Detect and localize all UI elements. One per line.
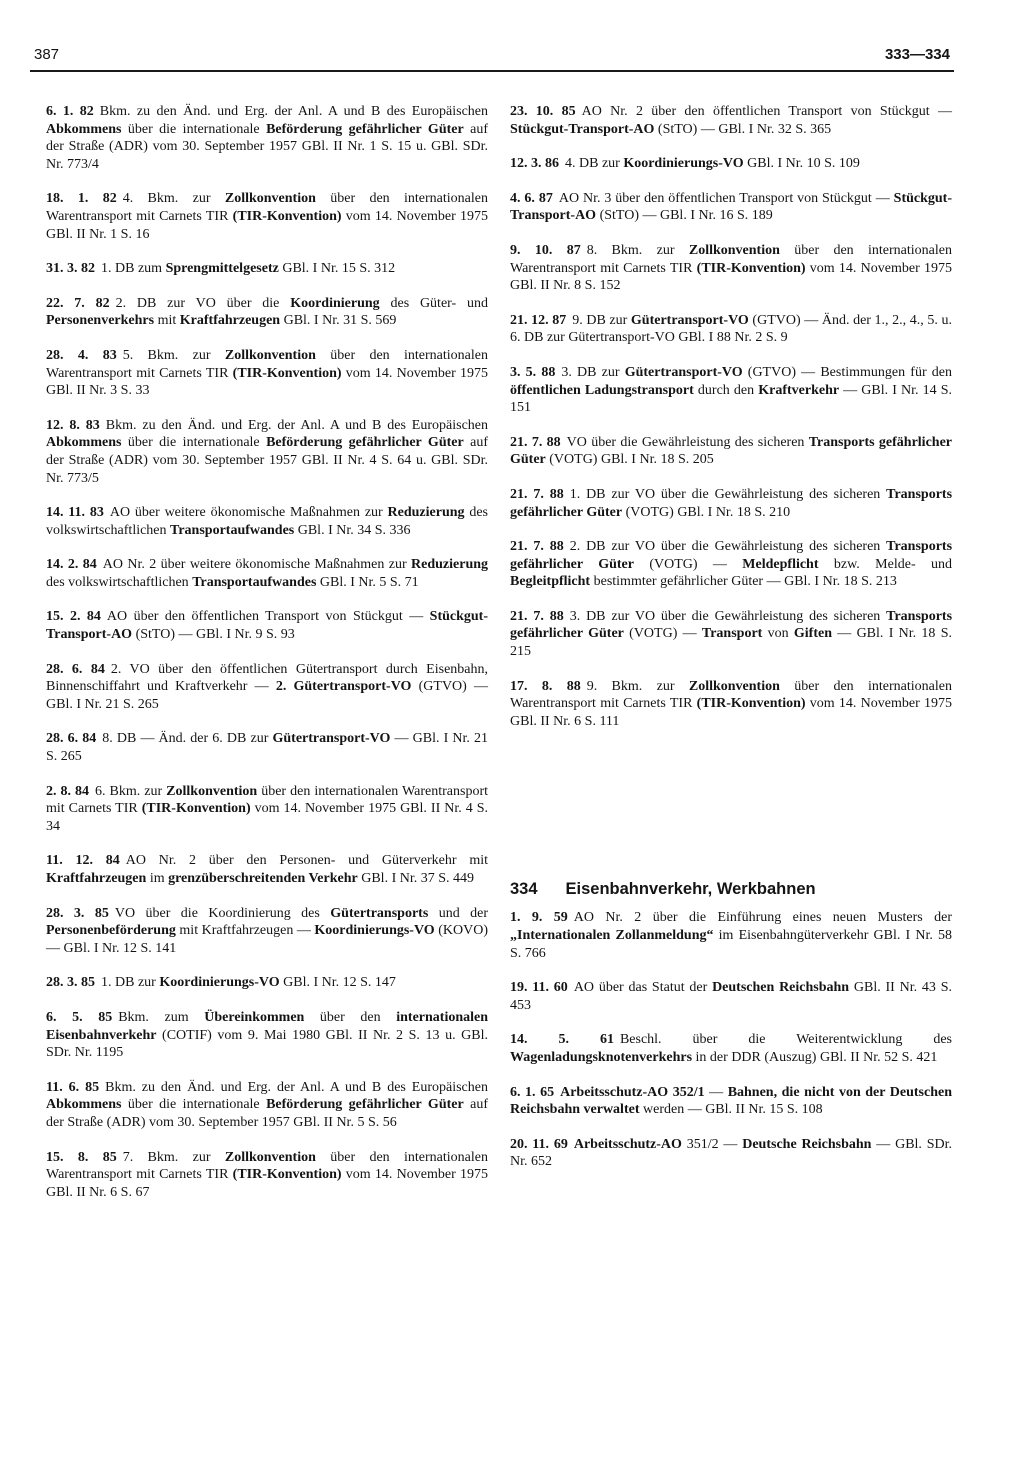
entry-text-run: 3. DB zur VO über die Gewährleistung des sicheren	[569, 608, 887, 624]
entry-text-run: GBl. II Nr. 43 S. 453	[510, 980, 952, 1013]
entry-date: 21. 7. 88	[510, 608, 564, 624]
right-column	[510, 103, 952, 1188]
right-column-entries	[510, 103, 952, 730]
entry-date: 21. 7. 88	[510, 434, 561, 450]
entry-text	[46, 505, 488, 538]
entry-text	[101, 261, 395, 276]
entry-text-run: im	[146, 871, 169, 886]
entry-keyword: Koordinierungs-VO	[314, 923, 435, 939]
entry-date: 22. 7. 82	[46, 295, 110, 311]
entry-text	[46, 609, 488, 642]
entry-keyword: Personenbeförderung	[46, 923, 176, 939]
entry-text-run: über die internationale	[121, 1097, 267, 1113]
entry-keyword: Meldepflicht	[742, 556, 819, 572]
entry-text-run: und der	[428, 905, 489, 921]
entry-date: 12. 8. 83	[46, 417, 100, 433]
entry-keyword: (TIR-Konvention)	[696, 696, 806, 712]
entry-text-run: vom 14. November 1975 GBl. II Nr. 4 S. 34	[46, 801, 488, 834]
entry-keyword: Koordinierungs-VO	[623, 156, 744, 172]
entry-keyword: Zollkonvention	[688, 242, 780, 258]
section-range: 333—334	[884, 46, 950, 63]
entry-text	[46, 731, 488, 764]
entry-keyword: Zollkonvention	[224, 1149, 316, 1165]
entry-date: 6. 1. 82	[46, 104, 94, 119]
entry-text-run: Bkm. zu den Änd. und Erg. der Anl. A und B des Europäischen	[105, 417, 489, 433]
entry-text-run: 7. Bkm. zur	[122, 1149, 225, 1165]
section-title: Eisenbahnverkehr, Werkbahnen	[565, 880, 816, 899]
entry-keyword: öffentlichen Ladungstransport	[510, 382, 694, 398]
entry-keyword: Stückgut-Transport-AO	[510, 121, 655, 137]
entry-keyword: (TIR-Konvention)	[232, 1167, 342, 1183]
entry-text	[510, 313, 952, 346]
legislation-entry	[46, 730, 488, 765]
entry-text-run: GBl. I Nr. 10 S. 109	[743, 156, 860, 172]
entry-keyword: Abkommens	[46, 435, 122, 451]
legislation-entry	[510, 434, 952, 469]
entry-date: 21. 7. 88	[510, 539, 564, 555]
entry-text-run: Bkm. zu den Änd. und Erg. der Anl. A und B des Europäischen	[105, 1079, 488, 1095]
entry-date: 28. 4. 83	[46, 347, 117, 363]
entry-date: 23. 10. 85	[510, 104, 576, 119]
entry-text-run: 6. Bkm. zur	[95, 783, 167, 799]
entry-keyword: Gütertransport-VO	[272, 731, 391, 747]
legislation-entry	[510, 486, 952, 521]
entry-keyword: Begleitpflicht	[510, 574, 591, 590]
entry-text-run: (GTVO) — GBl. I Nr. 21 S. 265	[46, 679, 488, 712]
entry-text-run: 8. DB — Änd. der 6. DB zur	[102, 731, 273, 747]
entry-text-run: (StTO) — GBl. I Nr. 16 S. 189	[596, 208, 773, 224]
entry-text-run: (VOTG) GBl. I Nr. 18 S. 210	[622, 504, 791, 520]
entry-text	[46, 662, 488, 712]
legislation-entry	[510, 979, 952, 1014]
entry-text-run: Beschl. über die Weiterentwicklung des	[619, 1032, 952, 1048]
entry-text-run: 5. Bkm. zur	[122, 347, 225, 363]
page-number: 387	[34, 46, 60, 63]
legislation-entry	[46, 783, 488, 836]
entry-date: 1. 9. 59	[510, 910, 568, 926]
entry-text-run: AO über den öffentlichen Transport von Stückgut —	[106, 609, 430, 625]
entry-text-run: von	[762, 626, 794, 642]
entry-text-run: werden — GBl. II Nr. 15 S. 108	[639, 1102, 823, 1118]
entry-text-run: 9. DB zur	[572, 312, 631, 328]
entry-keyword: Bahnen, die nicht von der Deutschen Reichsbahn verwaltet	[510, 1084, 952, 1118]
entry-text-run: über den internationalen Warentransport mit Carnets TIR	[46, 783, 488, 817]
entry-keyword: Abkommens	[46, 1097, 122, 1113]
entry-text	[510, 609, 952, 659]
entry-date: 6. 1. 65	[510, 1084, 555, 1100]
entry-text-run: in der DDR (Auszug) GBl. II Nr. 52 S. 421	[692, 1050, 938, 1065]
entry-text-run: (StTO) — GBl. I Nr. 32 S. 365	[654, 121, 832, 137]
entry-text-run: vom 14. November 1975 GBl. II Nr. 8 S. 152	[510, 260, 953, 294]
legislation-entry	[510, 678, 952, 731]
entry-keyword: Transportaufwandes	[192, 574, 317, 590]
entry-text-run: des volkswirtschaftlichen	[46, 505, 488, 538]
entry-keyword: internationalen Eisenbahnverkehr	[46, 1009, 489, 1043]
entry-text-run: durch den	[693, 382, 759, 398]
legislation-entry	[46, 905, 488, 958]
entry-keyword: Koordinierungs-VO	[159, 975, 280, 991]
entry-text-run: bestimmter gefährlicher Güter — GBl. I Nr. 18 S. 213	[590, 574, 897, 590]
entry-date: 6. 5. 85	[46, 1009, 113, 1025]
entry-keyword: Kraftverkehr	[758, 382, 840, 398]
entry-text-run: über den	[304, 1009, 397, 1025]
entry-text-run: — GBl. I Nr. 14 S. 151	[510, 382, 953, 416]
entry-text-run: über die internationale	[121, 121, 267, 137]
legislation-entry	[46, 661, 488, 714]
entry-keyword: Gütertransports	[330, 905, 429, 921]
entry-text-run: (GTVO) — Bestimmungen für den	[742, 364, 952, 380]
entry-text-run: auf der Straße (ADR) vom 30. September 1957 GBl. II Nr. 1 S. 15 u. GBl. SDr. Nr. 773/4	[46, 121, 488, 172]
legislation-entry	[510, 364, 952, 417]
entry-keyword: Stückgut-Transport-AO	[510, 190, 953, 224]
entry-date: 28. 3. 85	[46, 975, 95, 991]
entry-keyword: Abkommens	[46, 121, 122, 137]
entry-date: 3. 5. 88	[510, 364, 556, 380]
entry-text-run: (VOTG) —	[623, 626, 702, 642]
entry-text-run: (VOTG) GBl. I Nr. 18 S. 205	[545, 452, 714, 468]
entry-text	[46, 104, 488, 172]
entry-date: 15. 8. 85	[46, 1149, 117, 1165]
entry-keyword: Zollkonvention	[688, 678, 780, 694]
entry-date: 14. 11. 83	[46, 505, 104, 521]
entry-keyword: Übereinkommen	[204, 1009, 305, 1025]
entry-text	[510, 539, 952, 589]
entry-text-run: im Eisenbahngüterverkehr GBl. I Nr. 58 S. 766	[510, 928, 952, 961]
entry-keyword: Reduzierung	[411, 557, 489, 573]
entry-text-run: — GBl. I Nr. 18 S. 215	[510, 626, 952, 660]
entry-date: 17. 8. 88	[510, 678, 581, 694]
entry-text-run: 2. DB zur VO über die Gewährleistung des sicheren	[569, 539, 887, 555]
legislation-entry	[46, 417, 488, 487]
entry-text-run: 1. DB zur VO über die Gewährleistung des sicheren	[569, 486, 887, 502]
entry-text-run: über den internationalen Warentransport mit Carnets TIR	[510, 678, 952, 712]
entry-date: 9. 10. 87	[510, 242, 581, 258]
entry-date: 12. 3. 86	[510, 156, 559, 172]
entry-keyword: Giften	[793, 626, 833, 642]
entry-keyword: (TIR-Konvention)	[232, 365, 342, 381]
entry-keyword: Gütertransport-VO	[624, 364, 743, 380]
entry-keyword: Transports gefährlicher Güter	[510, 434, 952, 468]
left-column	[46, 103, 488, 1218]
entry-date: 31. 3. 82	[46, 261, 95, 277]
entry-text	[510, 191, 952, 224]
entry-text-run: über den internationalen Warentransport mit Carnets TIR	[46, 347, 488, 381]
entry-text-run: 1. DB zur	[101, 975, 160, 991]
entry-text-run: über den internationalen Warentransport mit Carnets TIR	[46, 191, 488, 224]
entry-text	[46, 418, 488, 486]
entry-text-run: auf der Straße (ADR) vom 30. September 1957 GBl. II Nr. 4 S. 64 u. GBl. SDr. Nr. 773/5	[46, 435, 488, 486]
entry-date: 14. 5. 61	[510, 1032, 614, 1048]
entry-text	[46, 1080, 488, 1130]
entry-text	[46, 906, 488, 956]
entry-text	[46, 296, 488, 329]
entry-text	[101, 975, 396, 990]
entry-text-run: Bkm. zu den Änd. und Erg. der Anl. A und B des Europäischen	[99, 104, 489, 119]
entry-keyword: (TIR-Konvention)	[141, 801, 251, 817]
entry-text-run: GBl. I Nr. 12 S. 147	[279, 975, 396, 991]
entry-keyword: Beförderung gefährlicher Güter	[266, 435, 464, 451]
legislation-entry	[510, 909, 952, 962]
entry-text-run: —	[704, 1084, 728, 1100]
entry-keyword: Transports gefährlicher Güter	[510, 608, 953, 642]
section-334-entries	[510, 909, 952, 1171]
entry-date: 28. 6. 84	[46, 661, 105, 677]
legislation-entry	[510, 190, 952, 225]
legislation-entry	[46, 190, 488, 243]
entry-keyword: Personenverkehrs	[46, 313, 155, 329]
entry-text-run: 4. Bkm. zur	[122, 191, 225, 207]
entry-text-run: 3. DB zur	[561, 364, 625, 380]
legislation-entry	[510, 242, 952, 295]
legislation-entry	[46, 556, 488, 591]
entry-text-run: (KOVO) — GBl. I Nr. 12 S. 141	[46, 923, 488, 956]
legislation-entry	[510, 312, 952, 347]
entry-text-run: vom 14. November 1975 GBl. II Nr. 1 S. 16	[46, 208, 489, 242]
entry-text	[565, 156, 860, 171]
legislation-entry	[510, 155, 952, 173]
entry-text-run: mit	[154, 313, 180, 329]
entry-text-run: AO Nr. 3 über den öffentlichen Transport von Stückgut —	[558, 190, 894, 206]
legislation-entry	[510, 103, 952, 138]
entry-keyword: Transports gefährlicher Güter	[510, 486, 953, 520]
entry-text-run: auf der Straße (ADR) vom 30. September 1957 GBl. II Nr. 5 S. 56	[46, 1097, 488, 1130]
entry-text	[510, 980, 952, 1013]
entry-text	[510, 104, 952, 137]
legislation-entry	[510, 1031, 952, 1066]
entry-keyword: grenzüberschreitenden Verkehr	[168, 871, 358, 886]
legislation-entry	[46, 608, 488, 643]
entry-date: 4. 6. 87	[510, 190, 553, 206]
entry-keyword: Kraftfahrzeugen	[46, 871, 147, 886]
legislation-entry	[46, 1149, 488, 1202]
entry-text-run: — GBl. SDr. Nr. 652	[510, 1136, 952, 1170]
entry-text-run: über den internationalen Warentransport mit Carnets TIR	[46, 1149, 488, 1183]
entry-keyword: Beförderung gefährlicher Güter	[266, 121, 464, 137]
entry-text	[510, 1137, 952, 1170]
entry-date: 11. 6. 85	[46, 1079, 100, 1095]
entry-text-run: des volkswirtschaftlichen	[46, 574, 193, 590]
legislation-entry	[46, 504, 488, 539]
entry-date: 15. 2. 84	[46, 609, 101, 625]
entry-text-run: 2. VO über den öffentlichen Gütertransport durch Eisenbahn, Binnenschiffahrt und Kraftverkehr —	[46, 661, 488, 695]
legislation-entry	[46, 852, 488, 887]
entry-keyword: (TIR-Konvention)	[232, 208, 342, 224]
entry-keyword: Reduzierung	[387, 505, 465, 521]
entry-keyword: 2. Gütertransport-VO	[275, 679, 412, 695]
entry-text	[510, 365, 952, 415]
entry-keyword: Transport	[701, 626, 763, 642]
entry-text-run: (VOTG) —	[633, 556, 743, 572]
entry-text	[510, 910, 952, 960]
entry-text-run: GBl. I Nr. 34 S. 336	[294, 522, 411, 538]
entry-date: 20. 11. 69	[510, 1136, 568, 1152]
legislation-entry	[46, 103, 488, 173]
entry-date: 28. 3. 85	[46, 905, 109, 921]
legislation-entry	[510, 608, 952, 661]
entry-keyword: Arbeitsschutz-AO 352/1	[560, 1084, 705, 1100]
entry-keyword: Zollkonvention	[224, 191, 316, 207]
entry-keyword: Kraftfahrzeugen	[179, 313, 281, 329]
entry-text-run: VO über die Gewährleistung des sicheren	[566, 434, 809, 450]
entry-text	[510, 435, 952, 468]
entry-text	[46, 557, 488, 590]
entry-text-run: 8. Bkm. zur	[586, 242, 689, 258]
entry-text-run: GBl. I Nr. 37 S. 449	[357, 871, 475, 886]
entry-keyword: Transportaufwandes	[170, 522, 295, 538]
entry-date: 14. 2. 84	[46, 557, 97, 573]
entry-text-run: (GTVO) — Änd. der 1., 2., 4., 5. u. 6. DB zur Gütertransport-VO GBl. I 88 Nr. 2 S. 9	[510, 312, 953, 346]
entry-text-run: — GBl. I Nr. 21 S. 265	[46, 731, 489, 765]
entry-text-run: 351/2 —	[681, 1136, 743, 1152]
entry-text-run: 9. Bkm. zur	[586, 678, 689, 694]
entry-text	[46, 1010, 488, 1060]
entry-keyword: Deutschen Reichsbahn	[712, 980, 850, 996]
legislation-entry	[46, 1079, 488, 1132]
entry-text-run: bzw. Melde- und	[818, 556, 952, 572]
legislation-entry	[46, 1009, 488, 1062]
entry-text-run: 4. DB zur	[565, 156, 624, 172]
legislation-entry	[510, 538, 952, 591]
entry-text-run: AO über das Statut der	[573, 980, 713, 996]
entry-keyword: (TIR-Konvention)	[696, 260, 806, 276]
entry-text-run: mit Kraftfahrzeugen —	[175, 923, 315, 939]
entry-date: 21. 7. 88	[510, 486, 564, 502]
entry-keyword: Gütertransport-VO	[630, 312, 749, 328]
entry-text-run: GBl. I Nr. 15 S. 312	[278, 261, 396, 277]
entry-date: 28. 6. 84	[46, 731, 97, 747]
entry-text-run: GBl. I Nr. 5 S. 71	[316, 574, 419, 590]
entry-keyword: Wagenladungsknotenverkehrs	[510, 1050, 693, 1065]
header-rule	[30, 70, 954, 72]
entry-date: 19. 11. 60	[510, 980, 568, 996]
entry-keyword: Zollkonvention	[224, 347, 316, 363]
legislation-entry	[46, 295, 488, 330]
legislation-entry	[510, 1136, 952, 1171]
entry-date: 18. 1. 82	[46, 191, 117, 207]
entry-text-run: über die internationale	[121, 435, 267, 451]
entry-keyword: Stückgut-Transport-AO	[46, 609, 489, 643]
entry-keyword: Sprengmittelgesetz	[165, 261, 279, 277]
section-number: 334	[510, 880, 538, 899]
entry-text-run: AO über weitere ökonomische Maßnahmen zur	[109, 505, 388, 521]
entry-keyword: Deutsche Reichsbahn	[742, 1136, 872, 1152]
entry-text-run: AO Nr. 2 über weitere ökonomische Maßnahmen zur	[102, 557, 412, 573]
entry-text-run: über den internationalen Warentransport mit Carnets TIR	[510, 242, 952, 276]
entry-text-run: vom 14. November 1975 GBl. II Nr. 3 S. 33	[46, 365, 489, 399]
entry-keyword: Transports gefährlicher Güter	[510, 539, 953, 572]
entry-text-run: AO Nr. 2 über den öffentlichen Transport von Stückgut —	[581, 104, 952, 119]
entry-text-run: vom 14. November 1975 GBl. II Nr. 6 S. 67	[46, 1167, 489, 1200]
entry-text-run: (StTO) — GBl. I Nr. 9 S. 93	[132, 627, 295, 643]
entry-text-run: 1. DB zum	[101, 261, 166, 277]
entry-text-run: AO Nr. 2 über den Personen- und Güterverkehr mit	[125, 853, 488, 869]
entry-text-run: des Güter- und	[379, 295, 488, 311]
entry-text-run: VO über die Koordinierung des	[114, 905, 331, 921]
entry-text-run: AO Nr. 2 über die Einführung eines neuen Musters der	[573, 910, 952, 926]
entry-date: 2. 8. 84	[46, 783, 90, 799]
entry-text-run: 2. DB zur VO über die	[115, 295, 291, 311]
legislation-entry	[46, 260, 488, 278]
entry-keyword: Arbeitsschutz-AO	[573, 1136, 682, 1152]
entry-keyword: Koordinierung	[290, 295, 380, 311]
legislation-entry	[46, 347, 488, 400]
entry-text-run: Bkm. zum	[118, 1009, 205, 1025]
entry-text-run: (COTIF) vom 9. Mai 1980 GBl. II Nr. 2 S. 13 u. GBl. SDr. Nr. 1195	[46, 1027, 488, 1061]
entry-keyword: „Internationalen Zollanmeldung“	[510, 928, 714, 944]
entry-date: 11. 12. 84	[46, 853, 120, 869]
legislation-entry	[46, 974, 488, 992]
legislation-entry	[510, 1084, 952, 1119]
entry-keyword: Zollkonvention	[166, 783, 258, 799]
entry-text	[510, 487, 952, 520]
entry-text-run: vom 14. November 1975 GBl. II Nr. 6 S. 111	[510, 696, 953, 729]
entry-text	[46, 784, 488, 834]
entry-text-run: GBl. I Nr. 31 S. 569	[280, 313, 397, 329]
entry-keyword: Beförderung gefährlicher Güter	[266, 1097, 464, 1113]
section-heading	[510, 880, 952, 899]
entry-text	[510, 1085, 952, 1118]
entry-date: 21. 12. 87	[510, 312, 567, 328]
